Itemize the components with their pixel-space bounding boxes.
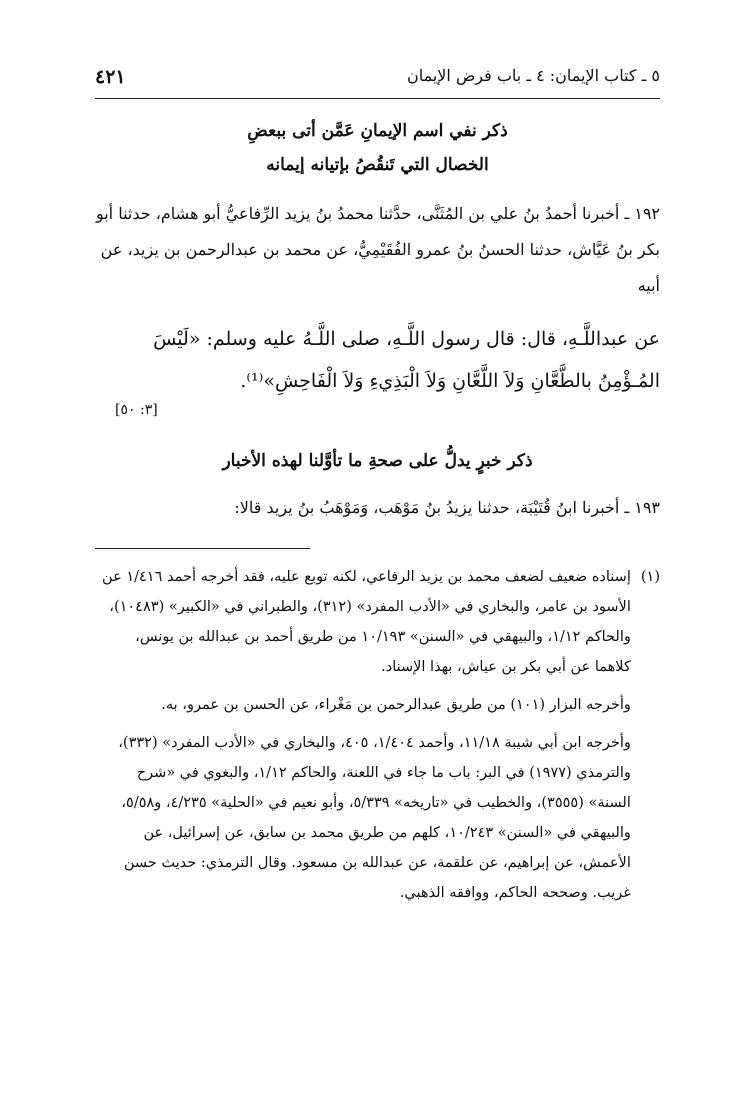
hadith-192-reference: [٣: ٥٠] — [115, 402, 158, 418]
running-title: ٥ ـ كتاب الإيمان: ٤ ـ باب فرض الإيمان — [406, 66, 660, 85]
footnote-body — [95, 562, 631, 908]
running-header — [95, 58, 660, 99]
footnote-paragraph-1: إسناده ضعيف لضعف محمد بن يزيد الرفاعي، لكنه توبع عليه، فقد أخرجه أحمد ١/٤١٦ عن الأسود بن عامر، والبخاري في «الأدب المفرد» (٣١٢)، والطبراني في «الكبير» (١٠٤٨٣)، والحاكم ١/١٢، والبيهقي في «السنن» ١٠/١٩٣ من طريق أحمد بن عبدالله بن يونس، كلاهما عن أبي بكر بن عياش، بهذا الإسناد. — [102, 569, 631, 675]
footnote-paragraph-3: وأخرجه ابن أبي شيبة ١١/١٨، وأحمد ١/٤٠٤، ٤٠٥، والبخاري في «الأدب المفرد» (٣٣٢)، والترمذي (١٩٧٧) في البر: باب ما جاء في اللعنة، والحاكم ١/١٢، والبغوي في «شرح السنة» (٣٥٥٥)، والخطيب في «تاريخه» ٥/٣٣٩، وأبو نعيم في «الحلية» ٤/٢٣٥، و٥/٥٨، والبيهقي في «السنن» ١٠/٢٤٣، كلهم من طريق محمد بن سابق، عن إسرائيل، عن الأعمش، عن إبراهيم، عن علقمة، عن عبدالله بن مسعود. وقال الترمذي: حديث حسن غريب. وصححه الحاكم، ووافقه الذهبي. — [118, 735, 631, 901]
footnote-separator — [95, 548, 310, 549]
footnote-1 — [95, 562, 660, 908]
hadith-192-isnad: ١٩٢ ـ أخبرنا أحمدُ بنُ علي بن المُثَنَّى، حدَّثنا محمدُ بنُ يزيد الرِّفاعيُّ أبو هشام، حدثنا أبو بكر بنُ عَيَّاش، حدثنا الحسنُ بنُ عمرو الفُقَيْمِيُّ، عن محمد بن عبدالرحمن بن يزيد، عن أبيه — [95, 204, 660, 295]
hadith-193-isnad: ١٩٣ ـ أخبرنا ابنُ قُتَيْبَة، حدثنا يزيدُ بنُ مَوْهَب، وَمَوْهَبُ بنُ يزيد قالا: — [234, 498, 660, 517]
footnote-number: (١) — [640, 569, 660, 585]
footnotes — [95, 562, 660, 908]
section-heading-1 — [95, 114, 660, 182]
hadith-192-matn: عن عبداللَّـهِ، قال: قال رسول اللَّـهِ، صلى اللَّـهُ عليه وسلم: «لَيْسَ المُـؤْمِنُ بالطَّعَّانِ وَلاَ اللَّعَّانِ وَلاَ الْبَذِيءِ وَلاَ الْفَاحِشِ»⁽¹⁾. — [153, 328, 660, 392]
footnote-paragraph-2: وأخرجه البزار (١٠١) من طريق عبدالرحمن بن مَغْراء، عن الحسن بن عمرو، به. — [161, 697, 631, 713]
section-heading-2: ذكر خبرٍ يدلُّ على صحةِ ما تأوَّلنا لهذه الأخبار — [222, 451, 533, 471]
section-heading-1-line1: ذكر نفي اسم الإيمانِ عَمَّن أتى ببعضِ — [247, 121, 508, 141]
page-number: ٤٢١ — [95, 66, 126, 88]
section-heading-1-line2: الخصال التي تَنقُصُ بإتيانه إيمانه — [266, 155, 489, 175]
